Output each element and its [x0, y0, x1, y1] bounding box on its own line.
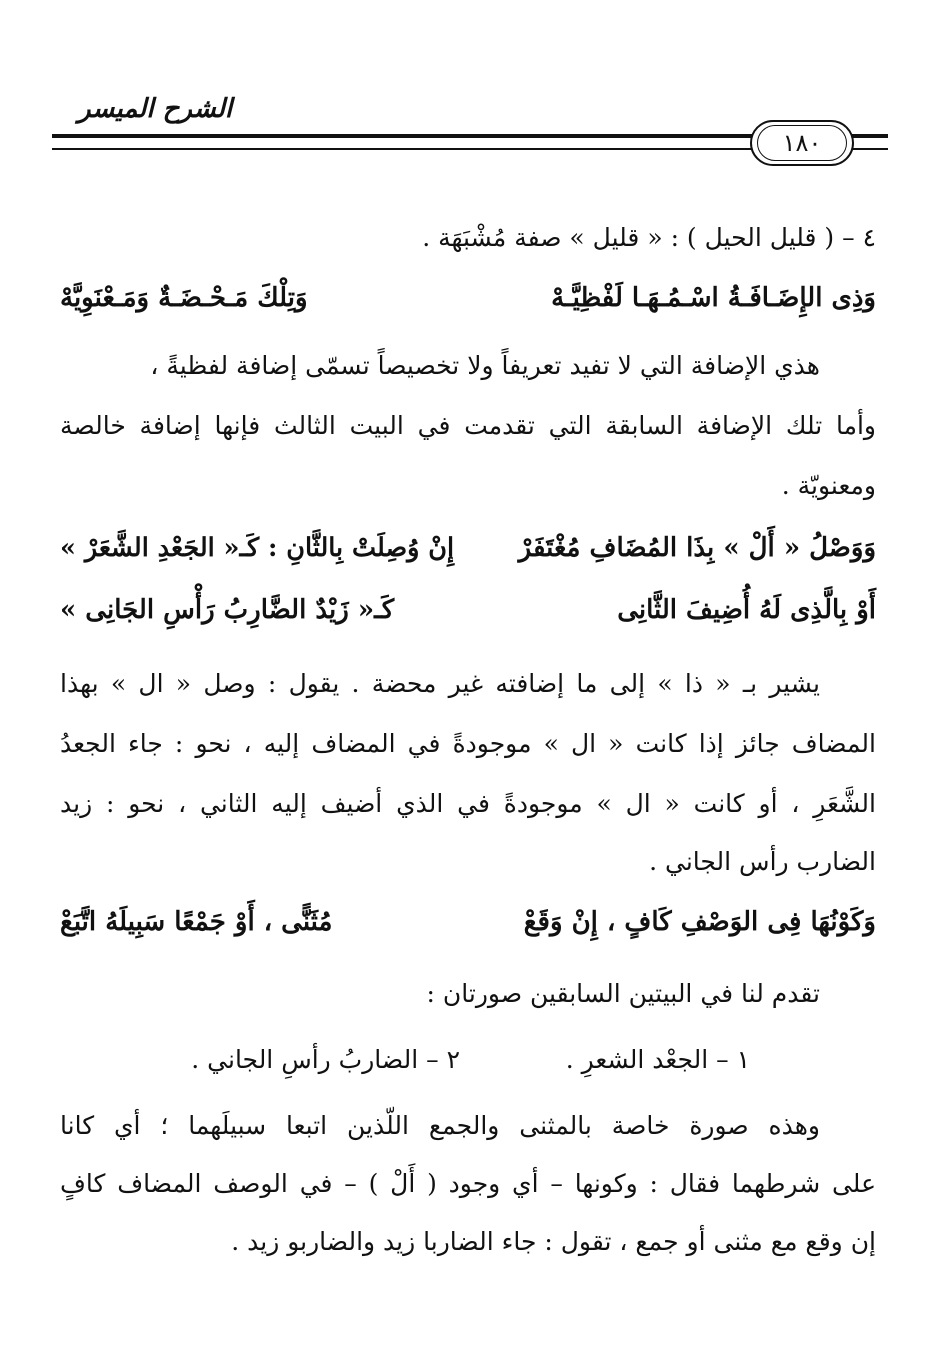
- verse-1: [60, 278, 876, 318]
- verse-3-second-half: كَـ« زَيْدٌ الضَّارِبُ رَأْسِ الجَانِى »: [60, 595, 395, 625]
- form-2: ٢ – الضاربُ رأسِ الجاني .: [191, 1045, 460, 1074]
- paragraph-3-line-3: إن وقع مع مثنى أو جمع ، تقول : جاء الضاربا زيد والضاربو زيد .: [231, 1227, 876, 1256]
- paragraph-1-line-1: هذي الإضافة التي لا تفيد تعريفاً ولا تخصيصاً تسمّى إضافة لفظيةً ،: [150, 351, 820, 380]
- verse-1-second-half: وَتِلْكَ مَـحْـضَـةٌ وَمَـعْنَوِيَّهْ: [60, 283, 308, 313]
- paragraph-2-line-4: الضارب رأس الجاني .: [649, 847, 876, 876]
- verse-4-first-half: وَكَوْنُهَا فِى الوَصْفِ كَافٍ ، إِنْ وَقَعْ: [523, 907, 876, 937]
- verse-2-first-half: وَوَصْلُ « أَلْ » بِذَا المُضَافِ مُغْتَفَرْ: [518, 533, 876, 563]
- page-number-badge: [750, 120, 854, 166]
- verse-3-first-half: أَوْ بِالَّذِى لَهُ أُضِيفَ الثَّانِى: [617, 595, 876, 625]
- verse-2-second-half: إِنْ وُصِلَتْ بِالثَّانِ : كَـ« الجَعْدِ الشَّعَرْ »: [60, 533, 455, 563]
- paragraph-2-line-1: يشير بـ « ذا » إلى ما إضافته غير محضة . يقول : وصل « ال » بهذا: [60, 669, 820, 698]
- form-1: ١ – الجعْد الشعرِ .: [565, 1045, 750, 1074]
- verse-3: [60, 590, 876, 630]
- page-number: ١٨٠: [782, 129, 822, 157]
- intro-line: تقدم لنا في البيتين السابقين صورتان :: [426, 979, 820, 1008]
- paragraph-2-line-3: الشَّعَرِ ، أو كانت « ال » موجودةً في الذي أضيف إليه الثاني ، نحو : زيد: [60, 789, 876, 818]
- verse-1-first-half: وَذِى الإِضَـافَـةُ اسْـمُـهَـا لَفْظِيَّـهْ: [551, 283, 876, 313]
- list-item-4: ٤ – ( قليل الحيل ) : « قليل » صفة مُشْبَهَة .: [422, 223, 876, 252]
- paragraph-1-line-3: ومعنويّة .: [781, 471, 876, 500]
- verse-4-second-half: مُثَنًّى ، أَوْ جَمْعًا سَبِيلَهُ اتَّبَعْ: [60, 907, 333, 937]
- paragraph-3-line-2: على شرطهما فقال : وكونها – أي وجود ( أَلْ ) – في الوصف المضاف كافٍ: [60, 1169, 876, 1198]
- paragraph-3-line-1: وهذه صورة خاصة بالمثنى والجمع اللّذين اتبعا سبيلَهما ؛ أي كانا: [60, 1111, 820, 1140]
- paragraph-2-line-2: المضاف جائز إذا كانت « ال » موجودةً في المضاف إليه ، نحو : جاء الجعدُ: [60, 729, 876, 758]
- verse-2: [60, 528, 876, 568]
- verse-4: [60, 902, 876, 942]
- paragraph-1-line-2: وأما تلك الإضافة السابقة التي تقدمت في البيت الثالث فإنها إضافة خالصة: [60, 411, 876, 440]
- book-title: الشرح الميسر: [78, 94, 233, 124]
